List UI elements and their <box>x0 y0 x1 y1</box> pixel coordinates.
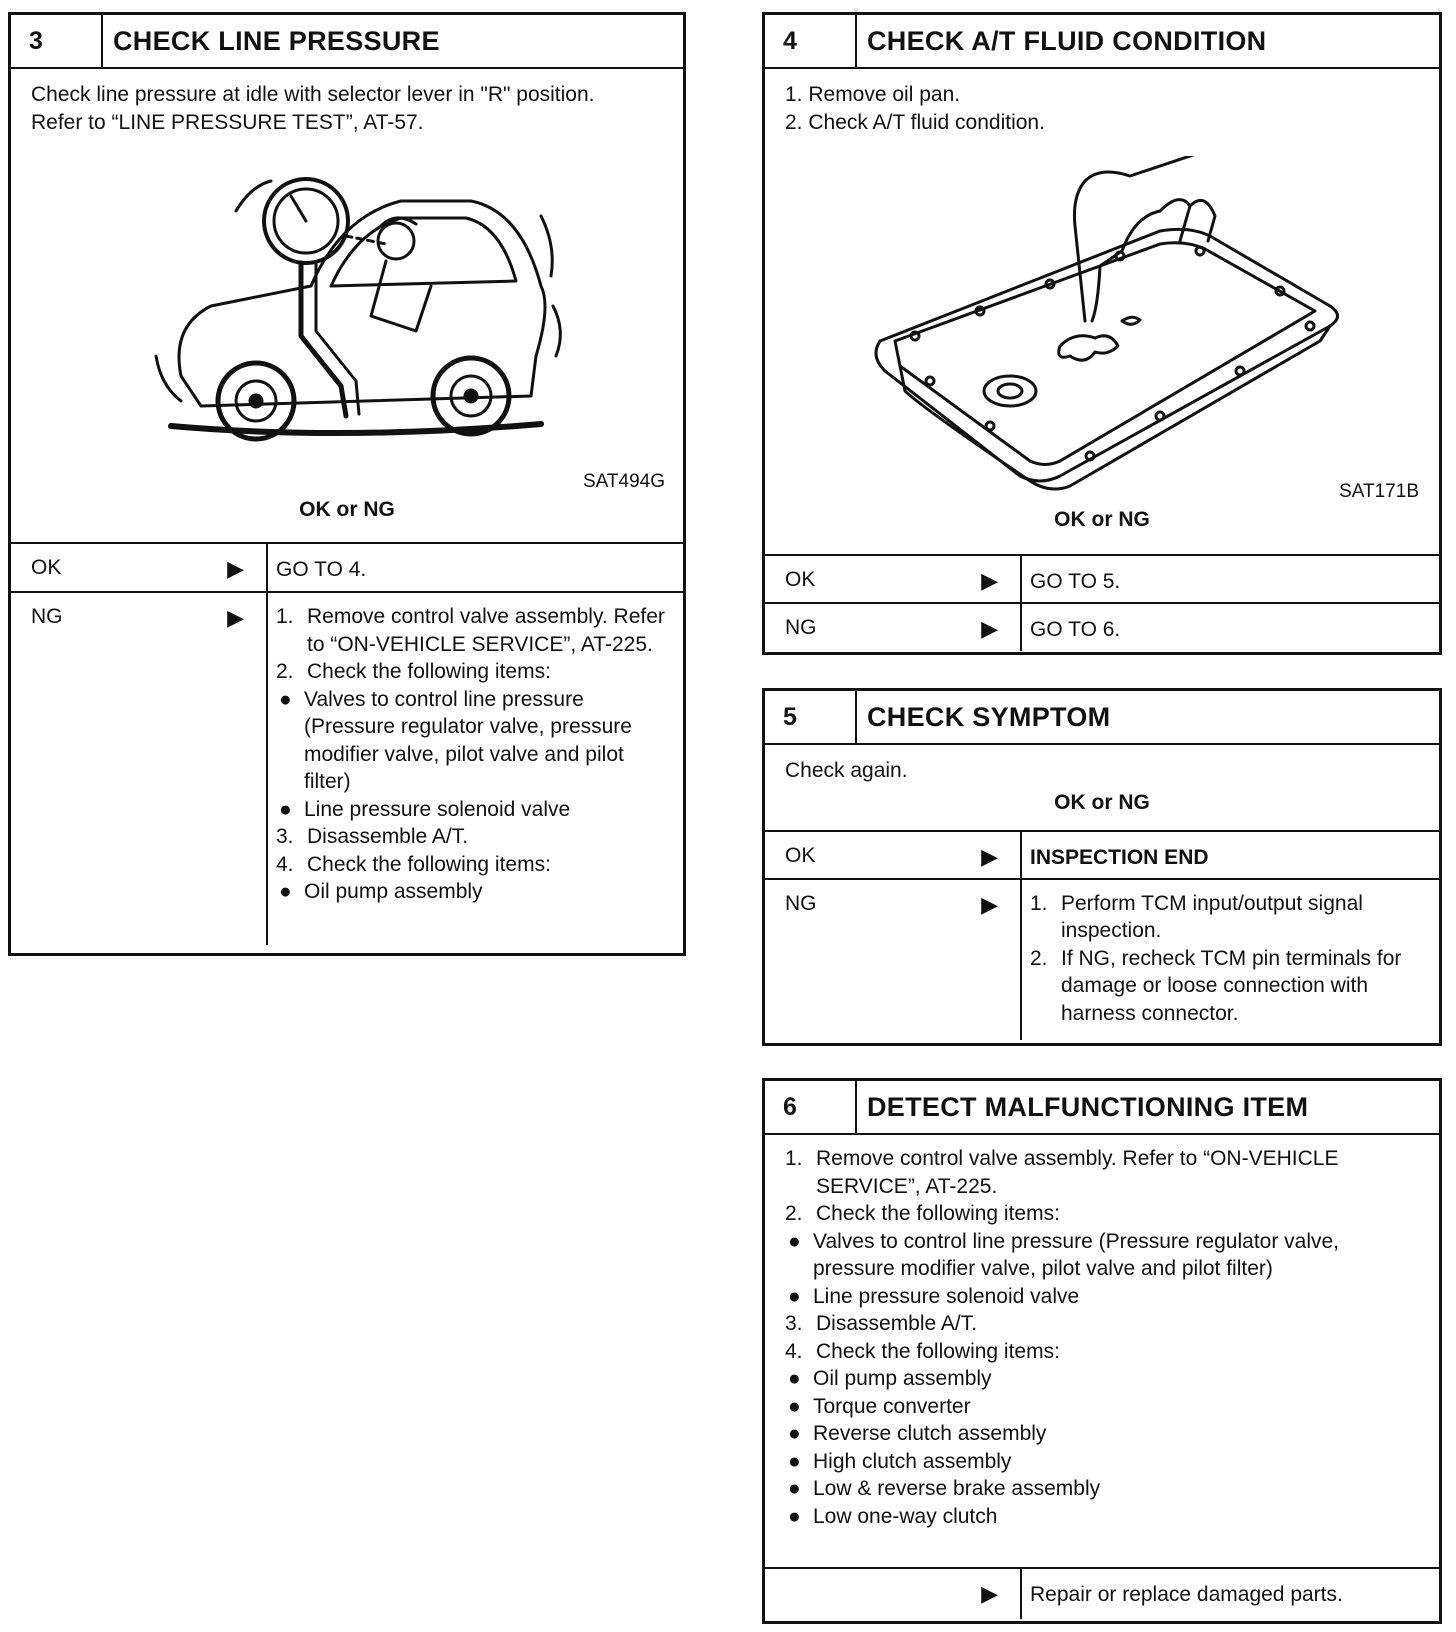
step-3-figure <box>11 136 683 498</box>
step-4-header <box>765 15 1439 69</box>
list-item: ● Reverse clutch assembly <box>788 1422 1047 1445</box>
step-title: CHECK LINE PRESSURE <box>113 26 440 56</box>
step-5-header <box>765 691 1439 745</box>
car-line-pressure-gauge-illustration <box>141 156 571 466</box>
instruction-line: 2. Check A/T fluid condition. <box>785 110 1045 134</box>
instruction-line: 1. Remove oil pan. <box>785 83 961 106</box>
ng-action-list <box>276 603 671 906</box>
step-title: CHECK SYMPTOM <box>867 702 1111 732</box>
list-item: ● Oil pump assembly <box>788 1367 992 1390</box>
ng-label-cell <box>765 880 1020 1040</box>
step-4-instructions <box>765 69 1439 136</box>
step-3-box <box>8 12 686 956</box>
list-item: 4. Check the following items: <box>276 852 551 876</box>
ng-row <box>765 602 1439 651</box>
step-5-box <box>762 688 1442 1046</box>
step-title: DETECT MALFUNCTIONING ITEM <box>867 1092 1309 1122</box>
step-4-figure <box>765 136 1439 508</box>
list-item: 3. Disassemble A/T. <box>785 1312 978 1335</box>
list-item: ● Low & reverse brake assembly <box>788 1477 1101 1500</box>
step-4-box <box>762 12 1442 655</box>
list-item: 1. Remove control valve assembly. Refer to “ON-VEHICLE SERVICE”, AT-225. <box>785 1147 1339 1198</box>
list-item: 2. Check the following items: <box>785 1202 1060 1225</box>
ok-result: GO TO 5. <box>1020 556 1439 602</box>
list-item: ● Low one-way clutch <box>788 1504 998 1528</box>
ng-label-cell <box>765 604 1020 651</box>
result-label-cell <box>765 1569 1020 1619</box>
ng-label: NG <box>785 891 817 915</box>
right-triangle-arrow-icon: ▶ <box>227 556 244 581</box>
ok-label-cell <box>11 544 266 591</box>
ng-label-cell <box>11 593 266 945</box>
ok-label: OK <box>785 568 816 591</box>
list-item: ● Line pressure solenoid valve <box>788 1284 1080 1308</box>
list-item: ● Valves to control line pressure (Pressure regulator valve, pressure modifier valve, pilot valve and pilot filter) <box>788 1229 1340 1280</box>
right-triangle-arrow-icon: ▶ <box>981 616 998 641</box>
list-item: ● Torque converter <box>788 1394 971 1418</box>
ok-or-ng-label: OK or NG <box>1054 790 1150 814</box>
ng-label: NG <box>31 605 63 628</box>
step-3-header <box>11 15 683 69</box>
oil-pan-fluid-check-illustration <box>860 156 1360 506</box>
ok-result: GO TO 4. <box>266 544 683 591</box>
result-row <box>765 1567 1439 1619</box>
figure-id: SAT494G <box>582 471 665 492</box>
right-triangle-arrow-icon: ▶ <box>981 843 998 869</box>
ok-label: OK <box>31 556 62 579</box>
ng-row <box>765 878 1439 1040</box>
ok-or-ng-label: OK or NG <box>1054 508 1150 531</box>
step-3-instructions <box>11 69 683 136</box>
step-6-instructions <box>765 1135 1439 1567</box>
list-item: 3. Disassemble A/T. <box>276 825 469 848</box>
ok-row <box>11 542 683 591</box>
ok-label-cell <box>765 832 1020 878</box>
step-6-header <box>765 1081 1439 1135</box>
list-item: 2. Check the following items: <box>276 660 551 683</box>
ng-result: GO TO 6. <box>1020 604 1439 651</box>
step-number: 3 <box>11 15 103 67</box>
instruction-line: Refer to “LINE PRESSURE TEST”, AT-57. <box>31 110 424 134</box>
list-item: ● Oil pump assembly <box>279 880 483 903</box>
ok-result: INSPECTION END <box>1020 832 1439 878</box>
step-number: 6 <box>765 1081 857 1133</box>
ng-label: NG <box>785 616 817 639</box>
ng-action-list <box>1030 890 1427 1028</box>
instruction-line: Check again. <box>785 759 908 782</box>
step-6-box <box>762 1078 1442 1624</box>
ng-result <box>266 593 683 945</box>
figure-id: SAT171B <box>1339 481 1419 502</box>
ng-row <box>11 591 683 945</box>
list-item: ● Valves to control line pressure (Pressure regulator valve, pressure modifier valve, pilot valve and pilot filter) <box>279 687 632 793</box>
ok-row <box>765 830 1439 878</box>
right-triangle-arrow-icon: ▶ <box>227 605 244 630</box>
list-item: 1. Remove control valve assembly. Refer to “ON-VEHICLE SERVICE”, AT-225. <box>276 605 665 656</box>
instruction-line: Check line pressure at idle with selector lever in "R" position. <box>31 83 595 106</box>
list-item: 1. Perform TCM input/output signal inspection. <box>1030 891 1363 942</box>
list-item: 2. If NG, recheck TCM pin terminals for damage or loose connection with harness connector. <box>1030 946 1402 1025</box>
right-triangle-arrow-icon: ▶ <box>981 568 998 593</box>
ng-result <box>1020 880 1439 1040</box>
right-triangle-arrow-icon: ▶ <box>981 891 998 917</box>
result-text: Repair or replace damaged parts. <box>1020 1569 1439 1619</box>
ok-label: OK <box>785 843 816 867</box>
step-title: CHECK A/T FLUID CONDITION <box>867 26 1267 56</box>
ok-row <box>765 554 1439 602</box>
list-item: 4. Check the following items: <box>785 1339 1060 1363</box>
right-triangle-arrow-icon: ▶ <box>981 1581 998 1606</box>
step-number: 4 <box>765 15 857 67</box>
ok-label-cell <box>765 556 1020 602</box>
list-item: ● High clutch assembly <box>788 1449 1012 1473</box>
step-number: 5 <box>765 691 857 743</box>
step-5-instructions <box>765 745 1439 785</box>
list-item: ● Line pressure solenoid valve <box>279 797 571 821</box>
action-list <box>785 1145 1399 1530</box>
ok-or-ng-label: OK or NG <box>299 498 395 521</box>
